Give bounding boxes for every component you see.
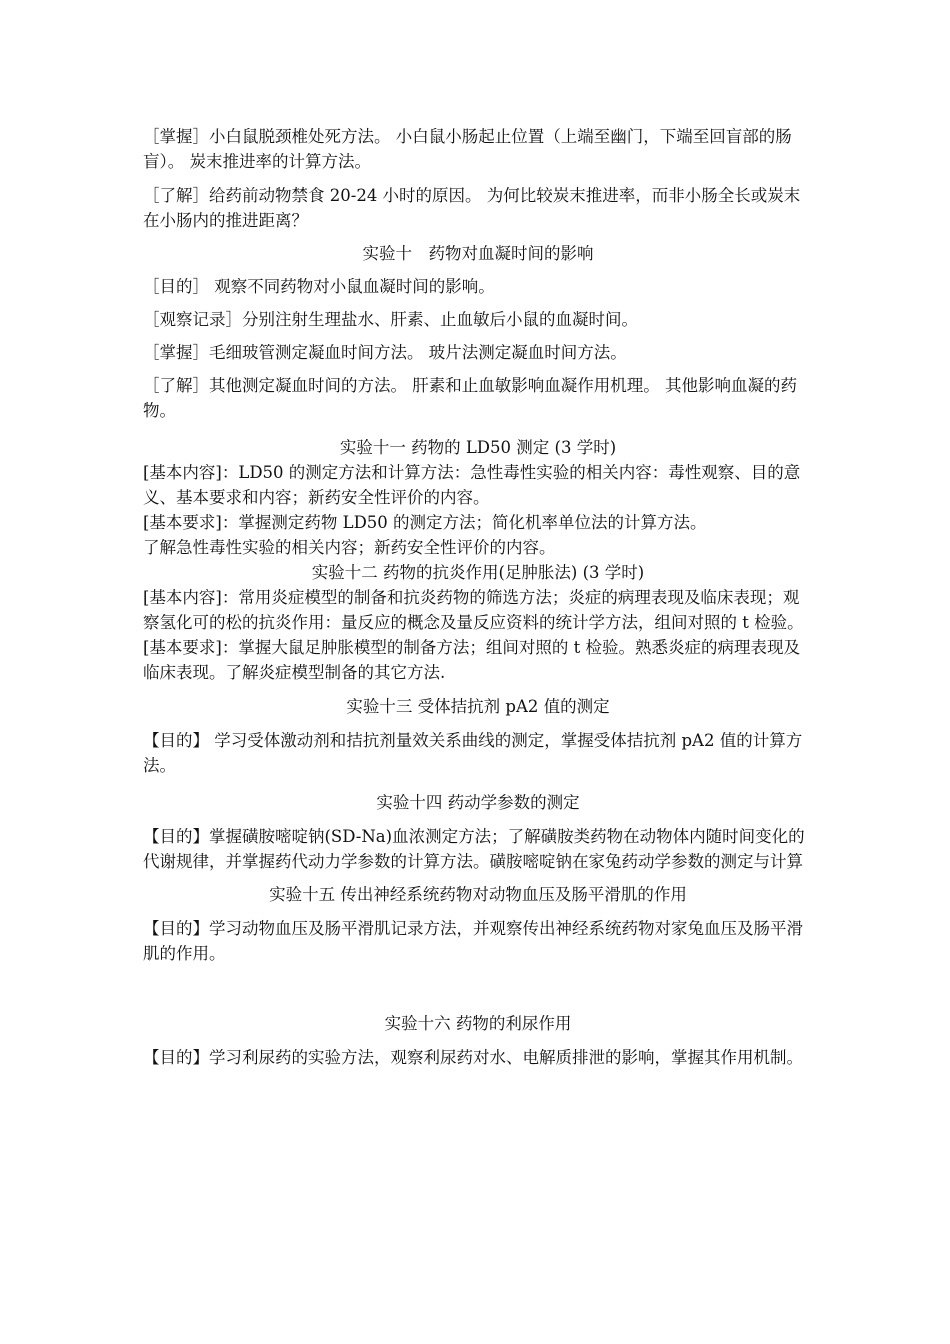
paragraph: ［了解］给药前动物禁食 20-24 小时的原因。 为何比较炭末推进率，而非小肠全长或炭末在小肠内的推进距离？ (143, 186, 801, 230)
section-heading: 实验十二 药物的抗炎作用(足肿胀法) (3 学时) (311, 563, 645, 582)
section-heading: 实验十六 药物的利尿作用 (384, 1014, 572, 1033)
section-heading: 实验十五 传出神经系统药物对动物血压及肠平滑肌的作用 (269, 885, 687, 904)
paragraph: ［掌握］小白鼠脱颈椎处死方法。 小白鼠小肠起止位置（上端至幽门，下端至回盲部的肠盲）。 炭末推进率的计算方法。 (143, 127, 792, 171)
paragraph: 【目的】 学习受体激动剂和拮抗剂量效关系曲线的测定，掌握受体拮抗剂 pA2 值的计算方法。 (143, 731, 803, 775)
paragraph: 【目的】掌握磺胺嘧啶钠(SD-Na)血浓测定方法；了解磺胺类药物在动物体内随时间变化的代谢规律，并掌握药代动力学参数的计算方法。磺胺嘧啶钠在家兔药动学参数的测定与计算 (143, 827, 805, 871)
paragraph: ［掌握］毛细玻管测定凝血时间方法。 玻片法测定凝血时间方法。 (143, 343, 627, 362)
paragraph: [基本要求]：掌握大鼠足肿胀模型的制备方法；组间对照的 t 检验。熟悉炎症的病理表现及临床表现。了解炎症模型制备的其它方法. (143, 638, 800, 682)
paragraph: [基本要求]：掌握测定药物 LD50 的测定方法；简化机率单位法的计算方法。 (143, 513, 707, 532)
paragraph: 了解急性毒性实验的相关内容；新药安全性评价的内容。 (143, 538, 556, 557)
paragraph: ［观察记录］分别注射生理盐水、肝素、止血敏后小鼠的血凝时间。 (143, 310, 638, 329)
paragraph: ［了解］其他测定凝血时间的方法。 肝素和止血敏影响血凝作用机理。 其他影响血凝的药物。 (143, 376, 797, 420)
document-body (143, 124, 813, 1070)
section-heading: 实验十 药物对血凝时间的影响 (362, 244, 594, 263)
paragraph: 【目的】学习动物血压及肠平滑肌记录方法，并观察传出神经系统药物对家兔血压及肠平滑肌的作用。 (143, 919, 803, 963)
paragraph: [基本内容]：LD50 的测定方法和计算方法：急性毒性实验的相关内容：毒性观察、目的意义、基本要求和内容；新药安全性评价的内容。 (143, 463, 801, 507)
paragraph: [基本内容]：常用炎症模型的制备和抗炎药物的筛选方法；炎症的病理表现及临床表现；观察氢化可的松的抗炎作用：量反应的概念及量反应资料的统计学方法，组间对照的 t 检验。 (143, 588, 804, 632)
paragraph: 【目的】学习利尿药的实验方法，观察利尿药对水、电解质排泄的影响，掌握其作用机制。 (143, 1048, 803, 1067)
section-heading: 实验十四 药动学参数的测定 (376, 793, 580, 812)
section-heading: 实验十三 受体拮抗剂 pA2 值的测定 (346, 697, 610, 716)
paragraph: ［目的］ 观察不同药物对小鼠血凝时间的影响。 (143, 277, 495, 296)
section-heading: 实验十一 药物的 LD50 测定 (3 学时) (339, 438, 617, 457)
